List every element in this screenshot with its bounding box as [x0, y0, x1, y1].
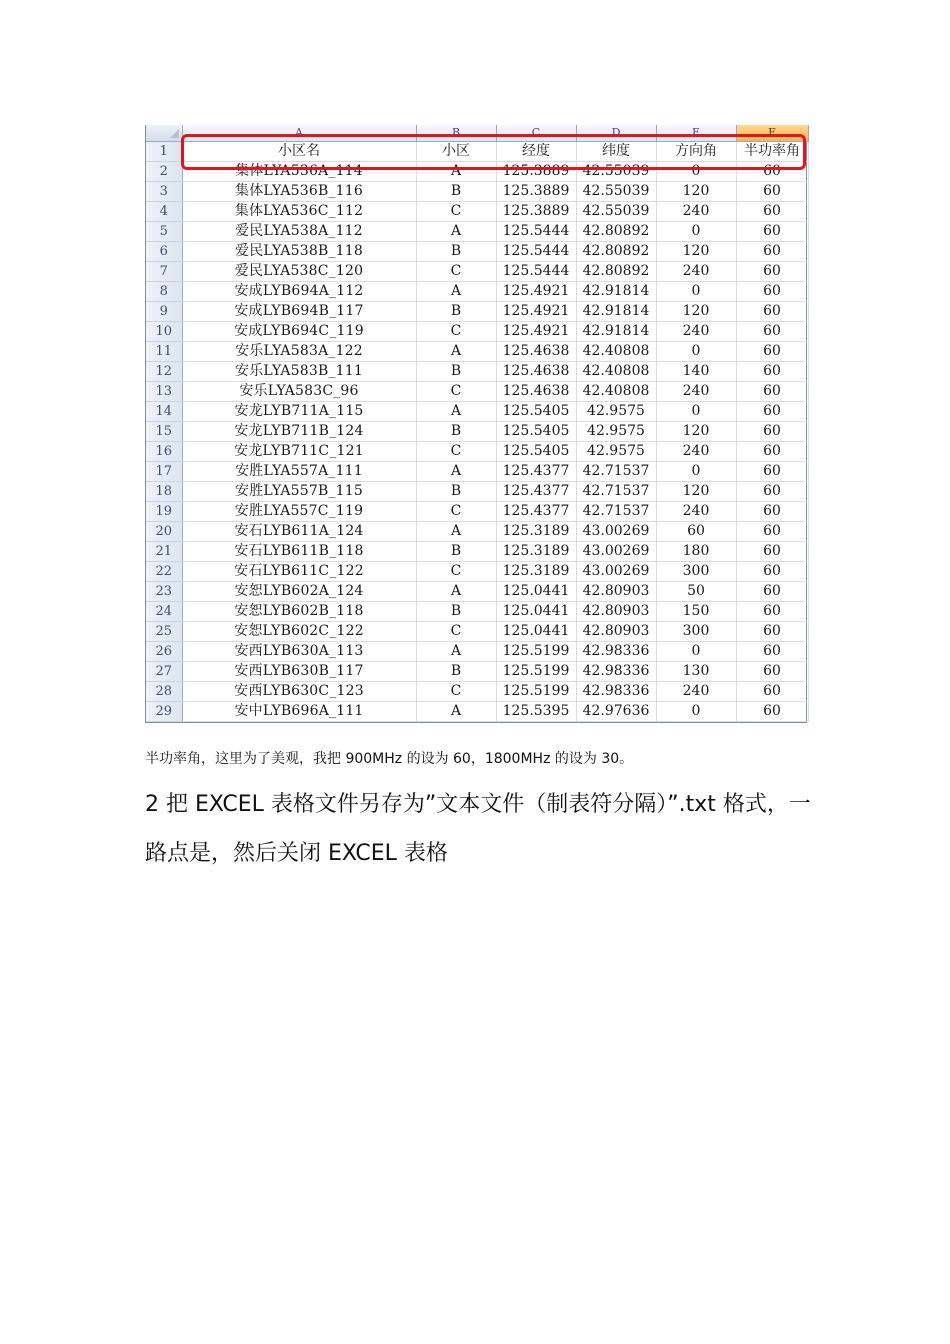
cell-beamwidth[interactable]: 60 [736, 542, 808, 562]
cell-cell-name[interactable]: 安西LYB630A_113 [182, 642, 416, 662]
cell-beamwidth[interactable]: 60 [736, 202, 808, 222]
cell-azimuth[interactable]: 60 [656, 522, 736, 542]
cell-latitude[interactable]: 42.91814 [576, 322, 656, 342]
cell-cell-name[interactable]: 安龙LYB711B_124 [182, 422, 416, 442]
cell-azimuth[interactable]: 120 [656, 482, 736, 502]
cell-azimuth[interactable]: 120 [656, 242, 736, 262]
cell-sector[interactable]: A [416, 642, 496, 662]
cell-cell-name[interactable]: 安成LYB694C_119 [182, 322, 416, 342]
cell-latitude[interactable]: 42.91814 [576, 302, 656, 322]
cell-sector[interactable]: B [416, 362, 496, 382]
cell-longitude[interactable]: 125.0441 [496, 622, 576, 642]
cell-latitude[interactable]: 42.80892 [576, 222, 656, 242]
table-row [146, 602, 808, 622]
table-row [146, 522, 808, 542]
cell-longitude[interactable]: 125.4921 [496, 302, 576, 322]
cell-azimuth[interactable]: 0 [656, 702, 736, 722]
table-row [146, 342, 808, 362]
cell-longitude[interactable]: 125.3189 [496, 522, 576, 542]
cell-latitude[interactable]: 42.40808 [576, 382, 656, 402]
cell-sector[interactable]: C [416, 502, 496, 522]
note-text: 半功率角，这里为了美观，我把 900MHz 的设为 60，1800MHz 的设为 30。 [145, 751, 634, 767]
row-header[interactable]: 24 [146, 602, 182, 622]
cell-latitude[interactable]: 42.55039 [576, 202, 656, 222]
cell-longitude[interactable]: 125.0441 [496, 582, 576, 602]
cell-beamwidth[interactable]: 60 [736, 522, 808, 542]
select-all-corner[interactable] [146, 125, 182, 142]
table-row [146, 462, 808, 482]
cell-azimuth[interactable]: 240 [656, 382, 736, 402]
table-row [146, 682, 808, 702]
cell-beamwidth[interactable]: 60 [736, 422, 808, 442]
cell-longitude[interactable]: 125.4921 [496, 282, 576, 302]
cell-cell-name[interactable]: 集体LYA536C_112 [182, 202, 416, 222]
row-header[interactable]: 21 [146, 542, 182, 562]
cell-longitude[interactable]: 125.5405 [496, 442, 576, 462]
row-header[interactable]: 29 [146, 702, 182, 722]
row-header[interactable]: 2 [146, 162, 182, 182]
cell-latitude[interactable]: 42.71537 [576, 482, 656, 502]
cell-azimuth[interactable]: 300 [656, 562, 736, 582]
column-header-e[interactable]: E [656, 125, 736, 142]
table-row [146, 282, 808, 302]
cell-latitude[interactable]: 42.9575 [576, 402, 656, 422]
table-row [146, 442, 808, 462]
cell-longitude[interactable]: 125.4921 [496, 322, 576, 342]
row-header[interactable]: 15 [146, 422, 182, 442]
row-header[interactable]: 6 [146, 242, 182, 262]
spreadsheet-table [146, 125, 809, 722]
cell-beamwidth[interactable]: 60 [736, 302, 808, 322]
cell-azimuth[interactable]: 130 [656, 662, 736, 682]
cell-longitude[interactable]: 125.5405 [496, 402, 576, 422]
cell-beamwidth[interactable]: 60 [736, 642, 808, 662]
cell-cell-name[interactable]: 安胜LYA557C_119 [182, 502, 416, 522]
row-header[interactable]: 11 [146, 342, 182, 362]
cell-azimuth[interactable]: 240 [656, 322, 736, 342]
cell-sector[interactable]: B [416, 422, 496, 442]
table-row [146, 402, 808, 422]
row-header[interactable]: 13 [146, 382, 182, 402]
cell-beamwidth[interactable]: 60 [736, 402, 808, 422]
column-header-c[interactable]: C [496, 125, 576, 142]
cell-beamwidth[interactable]: 60 [736, 582, 808, 602]
cell-cell-name[interactable]: 安胜LYA557A_111 [182, 462, 416, 482]
table-row [146, 542, 808, 562]
cell-azimuth[interactable]: 140 [656, 362, 736, 382]
cell-sector[interactable]: B [416, 242, 496, 262]
cell-cell-name[interactable]: 集体LYA536A_114 [182, 162, 416, 182]
column-header-b[interactable]: B [416, 125, 496, 142]
cell-cell-name[interactable]: 安乐LYA583B_111 [182, 362, 416, 382]
cell-longitude[interactable]: 125.3889 [496, 182, 576, 202]
cell-beamwidth[interactable]: 60 [736, 622, 808, 642]
cell-latitude[interactable]: 42.55039 [576, 182, 656, 202]
cell-sector[interactable]: C [416, 682, 496, 702]
cell-sector[interactable]: B [416, 482, 496, 502]
cell-cell-name[interactable]: 爱民LYA538C_120 [182, 262, 416, 282]
cell-sector[interactable]: B [416, 302, 496, 322]
row-header[interactable]: 25 [146, 622, 182, 642]
cell-latitude[interactable]: 42.71537 [576, 462, 656, 482]
cell-cell-name[interactable]: 安恕LYB602A_124 [182, 582, 416, 602]
cell-longitude[interactable]: 125.4377 [496, 502, 576, 522]
cell-azimuth[interactable]: 240 [656, 202, 736, 222]
row-header[interactable]: 4 [146, 202, 182, 222]
cell-azimuth[interactable]: 120 [656, 422, 736, 442]
cell-azimuth[interactable]: 240 [656, 502, 736, 522]
cell-azimuth[interactable]: 0 [656, 162, 736, 182]
cell-azimuth[interactable]: 0 [656, 282, 736, 302]
row-header[interactable]: 3 [146, 182, 182, 202]
row-header[interactable]: 20 [146, 522, 182, 542]
cell-sector[interactable]: B [416, 182, 496, 202]
spreadsheet-screenshot [145, 125, 807, 723]
header-cell-sector[interactable]: 小区 [416, 142, 496, 162]
cell-sector[interactable]: C [416, 262, 496, 282]
cell-longitude[interactable]: 125.3189 [496, 542, 576, 562]
table-row [146, 362, 808, 382]
table-row [146, 662, 808, 682]
cell-sector[interactable]: C [416, 442, 496, 462]
cell-beamwidth[interactable]: 60 [736, 322, 808, 342]
cell-cell-name[interactable]: 集体LYA536B_116 [182, 182, 416, 202]
cell-latitude[interactable]: 42.98336 [576, 682, 656, 702]
row-header[interactable]: 18 [146, 482, 182, 502]
row-header[interactable]: 19 [146, 502, 182, 522]
cell-cell-name[interactable]: 安恕LYB602C_122 [182, 622, 416, 642]
cell-latitude[interactable]: 42.80892 [576, 262, 656, 282]
cell-cell-name[interactable]: 安中LYB696A_111 [182, 702, 416, 722]
cell-azimuth[interactable]: 240 [656, 442, 736, 462]
cell-sector[interactable]: C [416, 562, 496, 582]
cell-cell-name[interactable]: 安石LYB611B_118 [182, 542, 416, 562]
cell-longitude[interactable]: 125.4638 [496, 382, 576, 402]
cell-azimuth[interactable]: 50 [656, 582, 736, 602]
cell-latitude[interactable]: 42.9575 [576, 442, 656, 462]
table-row [146, 302, 808, 322]
table-row [146, 622, 808, 642]
cell-beamwidth[interactable]: 60 [736, 702, 808, 722]
cell-sector[interactable]: C [416, 382, 496, 402]
table-row [146, 162, 808, 182]
cell-beamwidth[interactable]: 60 [736, 502, 808, 522]
cell-beamwidth[interactable]: 60 [736, 682, 808, 702]
cell-sector[interactable]: C [416, 322, 496, 342]
cell-beamwidth[interactable]: 60 [736, 482, 808, 502]
cell-latitude[interactable]: 42.98336 [576, 662, 656, 682]
cell-latitude[interactable]: 42.80903 [576, 622, 656, 642]
cell-longitude[interactable]: 125.4638 [496, 342, 576, 362]
row-header[interactable]: 10 [146, 322, 182, 342]
cell-cell-name[interactable]: 安龙LYB711C_121 [182, 442, 416, 462]
header-cell-azimuth[interactable]: 方向角 [656, 142, 736, 162]
cell-latitude[interactable]: 43.00269 [576, 542, 656, 562]
cell-cell-name[interactable]: 爱民LYA538B_118 [182, 242, 416, 262]
cell-sector[interactable]: B [416, 662, 496, 682]
cell-azimuth[interactable]: 0 [656, 462, 736, 482]
row-header[interactable]: 7 [146, 262, 182, 282]
cell-longitude[interactable]: 125.3189 [496, 562, 576, 582]
row-header[interactable]: 22 [146, 562, 182, 582]
cell-beamwidth[interactable]: 60 [736, 562, 808, 582]
cell-longitude[interactable]: 125.5444 [496, 262, 576, 282]
cell-sector[interactable]: A [416, 222, 496, 242]
row-header[interactable]: 8 [146, 282, 182, 302]
header-cell-cell-name[interactable]: 小区名 [182, 142, 416, 162]
cell-azimuth[interactable]: 120 [656, 302, 736, 322]
cell-azimuth[interactable]: 150 [656, 602, 736, 622]
row-header[interactable]: 28 [146, 682, 182, 702]
table-row [146, 182, 808, 202]
cell-beamwidth[interactable]: 60 [736, 362, 808, 382]
cell-latitude[interactable]: 42.97636 [576, 702, 656, 722]
cell-cell-name[interactable]: 安恕LYB602B_118 [182, 602, 416, 622]
cell-sector[interactable]: C [416, 622, 496, 642]
row-header[interactable]: 5 [146, 222, 182, 242]
cell-longitude[interactable]: 125.4638 [496, 362, 576, 382]
cell-longitude[interactable]: 125.5199 [496, 642, 576, 662]
cell-cell-name[interactable]: 安乐LYA583C_96 [182, 382, 416, 402]
column-header-row [146, 125, 808, 142]
table-row [146, 702, 808, 722]
cell-sector[interactable]: A [416, 402, 496, 422]
table-row [146, 482, 808, 502]
cell-beamwidth[interactable]: 60 [736, 662, 808, 682]
cell-cell-name[interactable]: 安乐LYA583A_122 [182, 342, 416, 362]
cell-longitude[interactable]: 125.3889 [496, 202, 576, 222]
cell-beamwidth[interactable]: 60 [736, 382, 808, 402]
table-header-row [146, 142, 808, 162]
cell-latitude[interactable]: 42.80903 [576, 602, 656, 622]
table-row [146, 582, 808, 602]
cell-azimuth[interactable]: 120 [656, 182, 736, 202]
cell-sector[interactable]: A [416, 462, 496, 482]
header-cell-beamwidth[interactable]: 半功率角 [736, 142, 808, 162]
row-header[interactable]: 1 [146, 142, 182, 162]
cell-azimuth[interactable]: 300 [656, 622, 736, 642]
cell-sector[interactable]: A [416, 162, 496, 182]
row-header[interactable]: 12 [146, 362, 182, 382]
cell-azimuth[interactable]: 0 [656, 642, 736, 662]
cell-latitude[interactable]: 43.00269 [576, 522, 656, 542]
row-header[interactable]: 16 [146, 442, 182, 462]
cell-beamwidth[interactable]: 60 [736, 182, 808, 202]
table-row [146, 262, 808, 282]
cell-azimuth[interactable]: 0 [656, 342, 736, 362]
cell-cell-name[interactable]: 安石LYB611A_124 [182, 522, 416, 542]
cell-beamwidth[interactable]: 60 [736, 282, 808, 302]
cell-cell-name[interactable]: 爱民LYA538A_112 [182, 222, 416, 242]
cell-cell-name[interactable]: 安石LYB611C_122 [182, 562, 416, 582]
table-row [146, 202, 808, 222]
table-row [146, 562, 808, 582]
cell-latitude[interactable]: 42.98336 [576, 642, 656, 662]
column-header-f[interactable]: F [736, 125, 808, 142]
cell-latitude[interactable]: 43.00269 [576, 562, 656, 582]
table-row [146, 382, 808, 402]
cell-latitude[interactable]: 42.80903 [576, 582, 656, 602]
cell-sector[interactable]: A [416, 702, 496, 722]
step-paragraph: 2 把 EXCEL 表格文件另存为”文本文件（制表符分隔）”.txt 格式，一路点是，然后关闭 EXCEL 表格 [145, 792, 811, 866]
cell-longitude[interactable]: 125.5444 [496, 222, 576, 242]
table-row [146, 242, 808, 262]
row-header[interactable]: 9 [146, 302, 182, 322]
cell-latitude[interactable]: 42.91814 [576, 282, 656, 302]
cell-cell-name[interactable]: 安成LYB694B_117 [182, 302, 416, 322]
cell-latitude[interactable]: 42.80892 [576, 242, 656, 262]
cell-latitude[interactable]: 42.71537 [576, 502, 656, 522]
cell-cell-name[interactable]: 安胜LYA557B_115 [182, 482, 416, 502]
cell-latitude[interactable]: 42.40808 [576, 362, 656, 382]
cell-beamwidth[interactable]: 60 [736, 602, 808, 622]
cell-longitude[interactable]: 125.5444 [496, 242, 576, 262]
cell-sector[interactable]: B [416, 602, 496, 622]
table-row [146, 322, 808, 342]
header-cell-longitude[interactable]: 经度 [496, 142, 576, 162]
cell-azimuth[interactable]: 0 [656, 222, 736, 242]
cell-cell-name[interactable]: 安龙LYB711A_115 [182, 402, 416, 422]
cell-sector[interactable]: A [416, 522, 496, 542]
cell-azimuth[interactable]: 240 [656, 682, 736, 702]
cell-sector[interactable]: B [416, 542, 496, 562]
cell-longitude[interactable]: 125.5199 [496, 682, 576, 702]
cell-cell-name[interactable]: 安西LYB630C_123 [182, 682, 416, 702]
cell-beamwidth[interactable]: 60 [736, 242, 808, 262]
row-header[interactable]: 17 [146, 462, 182, 482]
cell-cell-name[interactable]: 安西LYB630B_117 [182, 662, 416, 682]
cell-sector[interactable]: C [416, 202, 496, 222]
cell-longitude[interactable]: 125.4377 [496, 482, 576, 502]
cell-sector[interactable]: A [416, 282, 496, 302]
header-cell-latitude[interactable]: 纬度 [576, 142, 656, 162]
row-header[interactable]: 26 [146, 642, 182, 662]
cell-longitude[interactable]: 125.3889 [496, 162, 576, 182]
cell-beamwidth[interactable]: 60 [736, 342, 808, 362]
cell-sector[interactable]: A [416, 342, 496, 362]
cell-longitude[interactable]: 125.5405 [496, 422, 576, 442]
cell-longitude[interactable]: 125.0441 [496, 602, 576, 622]
row-header[interactable]: 23 [146, 582, 182, 602]
cell-beamwidth[interactable]: 60 [736, 442, 808, 462]
column-header-a[interactable]: A [182, 125, 416, 142]
cell-beamwidth[interactable]: 60 [736, 162, 808, 182]
row-header[interactable]: 27 [146, 662, 182, 682]
cell-azimuth[interactable]: 180 [656, 542, 736, 562]
table-row [146, 642, 808, 662]
cell-beamwidth[interactable]: 60 [736, 222, 808, 242]
table-row [146, 222, 808, 242]
cell-latitude[interactable]: 42.55039 [576, 162, 656, 182]
table-row [146, 502, 808, 522]
cell-azimuth[interactable]: 0 [656, 402, 736, 422]
cell-latitude[interactable]: 42.40808 [576, 342, 656, 362]
cell-azimuth[interactable]: 240 [656, 262, 736, 282]
cell-sector[interactable]: A [416, 582, 496, 602]
cell-longitude[interactable]: 125.5199 [496, 662, 576, 682]
cell-cell-name[interactable]: 安成LYB694A_112 [182, 282, 416, 302]
cell-beamwidth[interactable]: 60 [736, 462, 808, 482]
column-header-d[interactable]: D [576, 125, 656, 142]
table-row [146, 422, 808, 442]
row-header[interactable]: 14 [146, 402, 182, 422]
cell-latitude[interactable]: 42.9575 [576, 422, 656, 442]
cell-longitude[interactable]: 125.4377 [496, 462, 576, 482]
cell-beamwidth[interactable]: 60 [736, 262, 808, 282]
cell-longitude[interactable]: 125.5395 [496, 702, 576, 722]
